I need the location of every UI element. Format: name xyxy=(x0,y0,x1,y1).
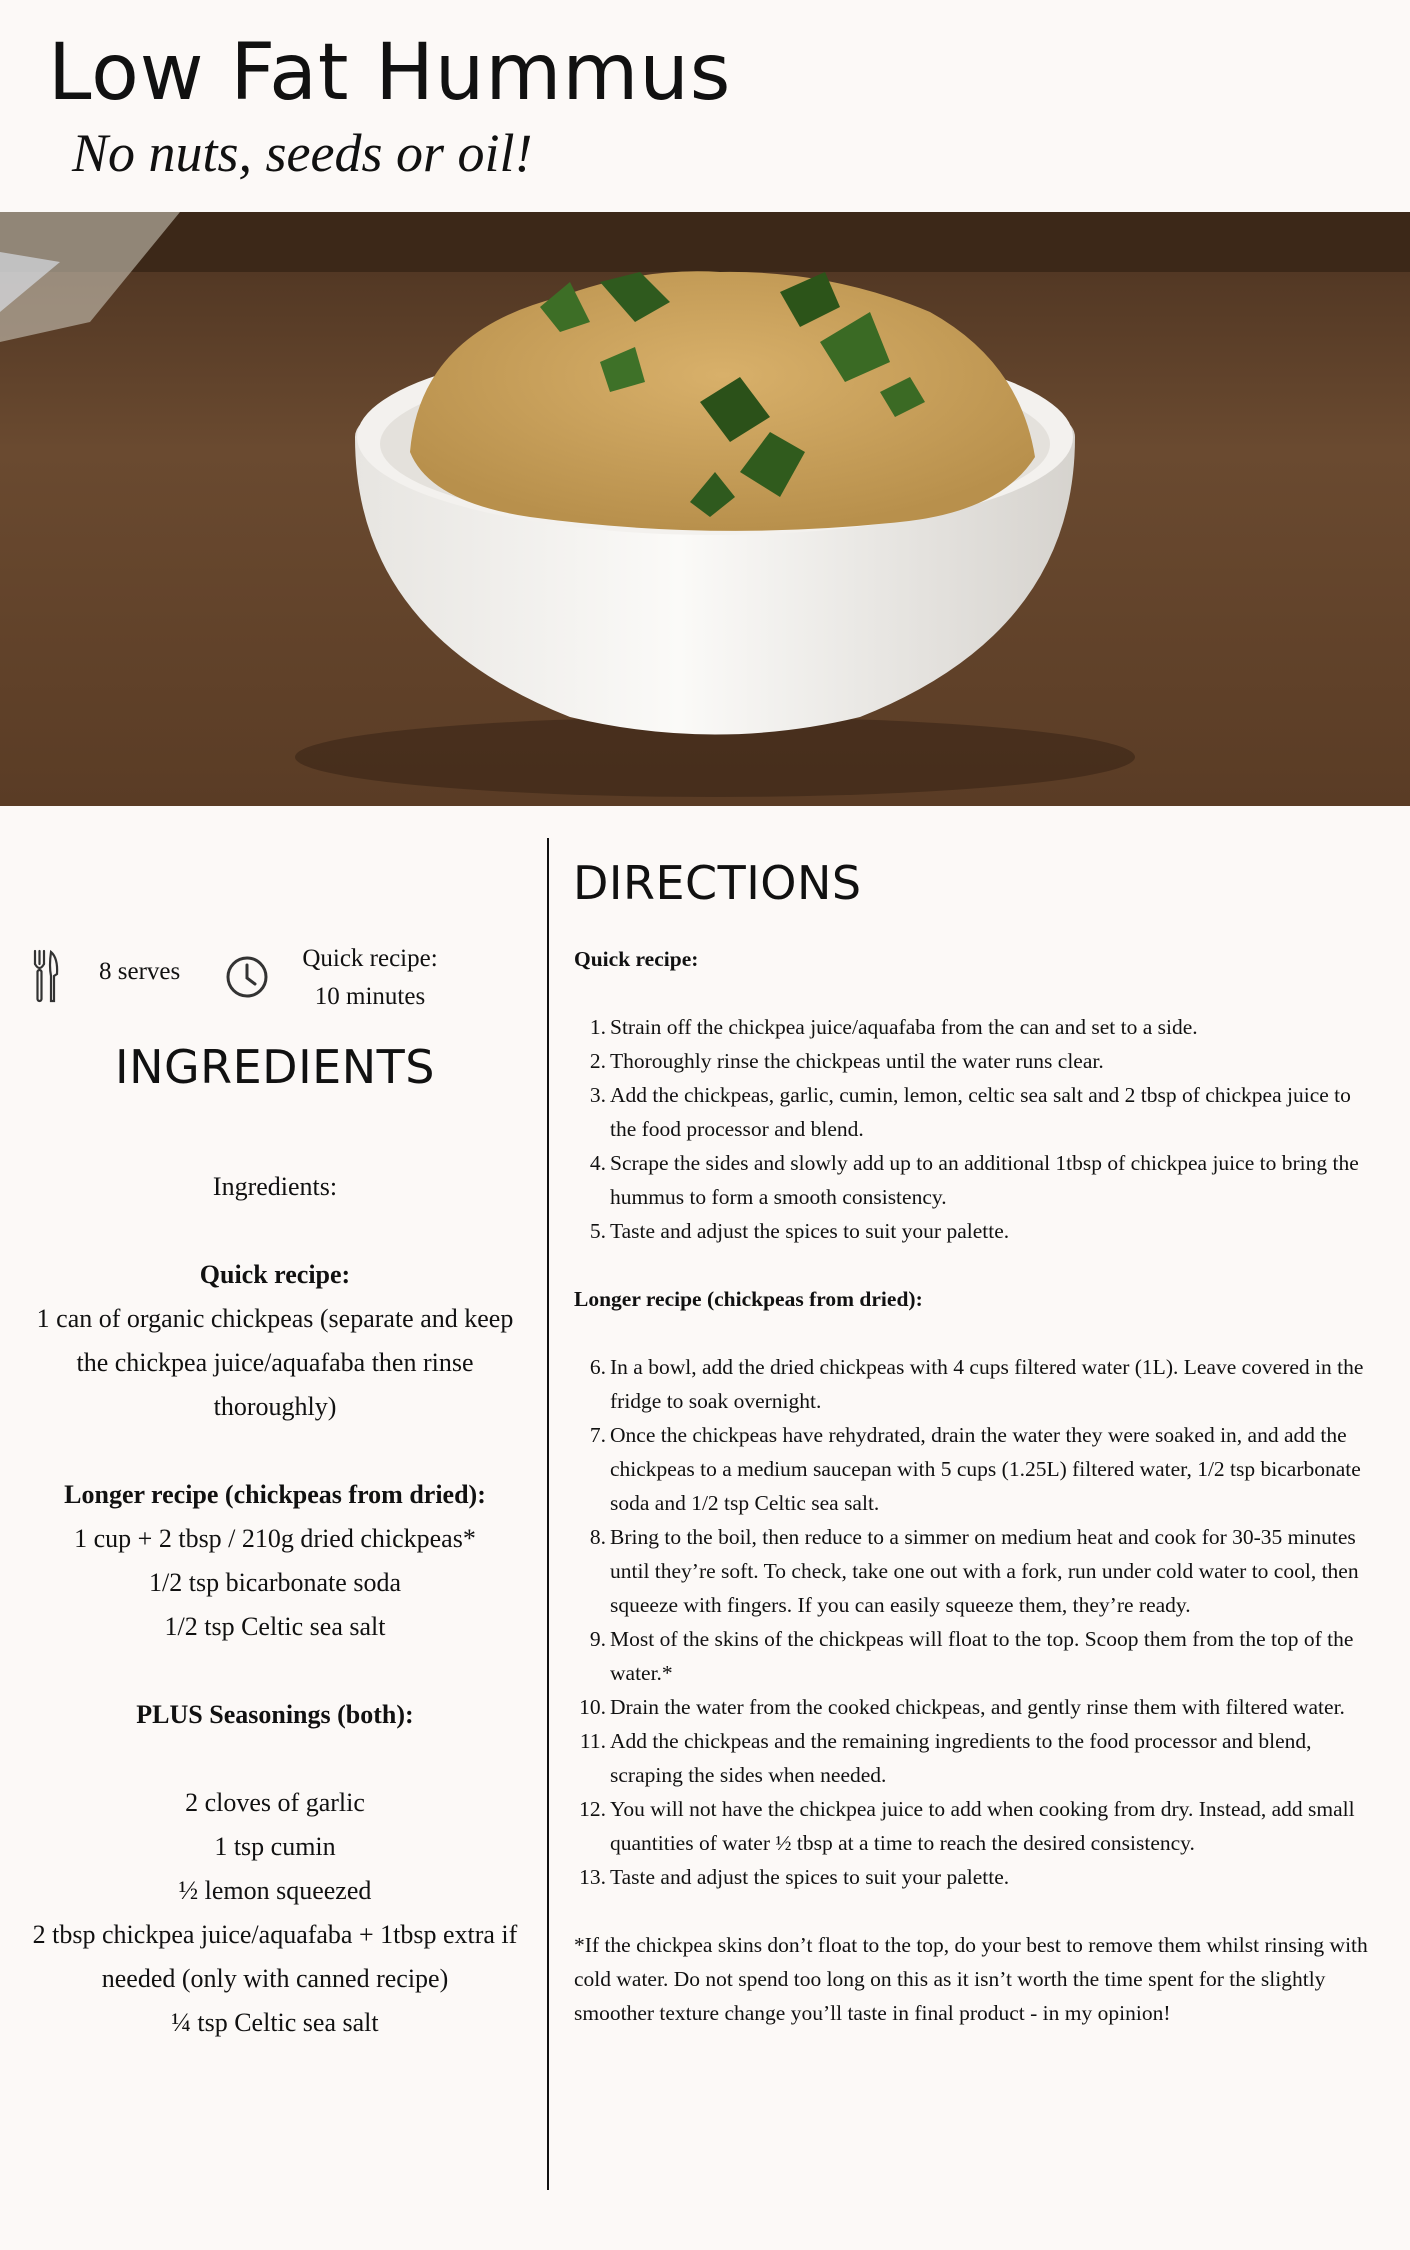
longer-steps xyxy=(574,1350,1374,1894)
quick-recipe-time xyxy=(290,940,450,1016)
ingredients-seasonings-heading: PLUS Seasonings (both): xyxy=(136,1700,414,1729)
quick-recipe-label: Quick recipe: xyxy=(302,945,438,972)
recipe-meta xyxy=(0,938,547,1018)
direction-step: 1. Strain off the chickpea juice/aquafaba from the can and set to a side. xyxy=(589,1015,1198,1039)
direction-step: 13. Taste and adjust the spices to suit your palette. xyxy=(579,1865,1010,1889)
recipe-subtitle: No nuts, seeds or oil! xyxy=(72,123,533,183)
ingredient-item: 2 cloves of garlic xyxy=(185,1788,365,1817)
ingredients-quick-heading: Quick recipe: xyxy=(199,1260,351,1289)
direction-step: 3. Add the chickpeas, garlic, cumin, lemon, celtic sea salt and 2 tbsp of chickpea juice to the food processor and blend. xyxy=(589,1083,1351,1141)
recipe-title: Low Fat Hummus xyxy=(48,28,732,118)
ingredient-item: 2 tbsp chickpea juice/aquafaba + 1tbsp extra if needed (only with canned recipe) xyxy=(32,1920,518,1993)
clock-icon xyxy=(224,954,270,1000)
ingredient-item: 1 can of organic chickpeas (separate and keep the chickpea juice/aquafaba then rinse thoroughly) xyxy=(36,1304,514,1421)
direction-step: 5. Taste and adjust the spices to suit your palette. xyxy=(589,1219,1010,1243)
direction-step: 10. Drain the water from the cooked chickpeas, and gently rinse them with filtered water. xyxy=(579,1695,1345,1719)
ingredients-intro: Ingredients: xyxy=(212,1172,338,1201)
serves-count: 8 serves xyxy=(99,958,181,985)
direction-step: 2. Thoroughly rinse the chickpeas until the water runs clear. xyxy=(589,1049,1104,1073)
ingredient-item: 1 tsp cumin xyxy=(214,1832,336,1861)
direction-step: 7. Once the chickpeas have rehydrated, drain the water they were soaked in, and add the chickpeas to a medium saucepan with 5 cups (1.25L) filtered water, 1/2 tsp bicarbonate soda and 1/2 tsp Celtic sea salt. xyxy=(589,1423,1361,1515)
direction-step: 11. Add the chickpeas and the remaining ingredients to the food processor and blend, scraping the sides when needed. xyxy=(579,1729,1312,1787)
direction-step: 12. You will not have the chickpea juice to add when cooking from dry. Instead, add small quantities of water ½ tbsp at a time to reach the desired consistency. xyxy=(579,1797,1355,1855)
ingredients-list xyxy=(20,1165,530,2045)
hummus-photo xyxy=(0,212,1410,806)
quick-recipe-duration: 10 minutes xyxy=(314,983,426,1010)
direction-step: 6. In a bowl, add the dried chickpeas with 4 cups filtered water (1L). Leave covered in the fridge to soak overnight. xyxy=(589,1355,1364,1413)
fork-knife-icon xyxy=(32,948,60,1004)
directions-list xyxy=(574,942,1374,2030)
directions-footnote: *If the chickpea skins don’t float to the top, do your best to remove them whilst rinsing with cold water. Do not spend too long on this as it isn’t worth the time spent for the slightly smoother texture change you’ll taste in final product - in my opinion! xyxy=(574,1933,1368,2025)
directions-quick-heading: Quick recipe: xyxy=(574,947,699,971)
direction-step: 9. Most of the skins of the chickpeas will float to the top. Scoop them from the top of the water.* xyxy=(589,1627,1354,1685)
ingredient-item: ½ lemon squeezed xyxy=(178,1876,372,1905)
ingredient-item: ¼ tsp Celtic sea salt xyxy=(171,2008,379,2037)
hummus-bowl-image xyxy=(0,212,1410,806)
ingredients-longer-heading: Longer recipe (chickpeas from dried): xyxy=(64,1480,486,1509)
ingredients-heading: INGREDIENTS xyxy=(115,1040,435,1094)
directions-heading: DIRECTIONS xyxy=(573,856,862,910)
quick-steps xyxy=(574,1010,1374,1248)
ingredient-item: 1/2 tsp bicarbonate soda xyxy=(149,1568,401,1597)
ingredient-item: 1/2 tsp Celtic sea salt xyxy=(164,1612,386,1641)
ingredient-item: 1 cup + 2 tbsp / 210g dried chickpeas* xyxy=(74,1524,476,1553)
direction-step: 8. Bring to the boil, then reduce to a simmer on medium heat and cook for 30-35 minutes until they’re soft. To check, take one out with a fork, run under cold water to cool, then squeeze with fingers. If you can easily squeeze them, they’re ready. xyxy=(589,1525,1359,1617)
directions-longer-heading: Longer recipe (chickpeas from dried): xyxy=(574,1287,923,1311)
direction-step: 4. Scrape the sides and slowly add up to an additional 1tbsp of chickpea juice to bring the hummus to form a smooth consistency. xyxy=(589,1151,1359,1209)
